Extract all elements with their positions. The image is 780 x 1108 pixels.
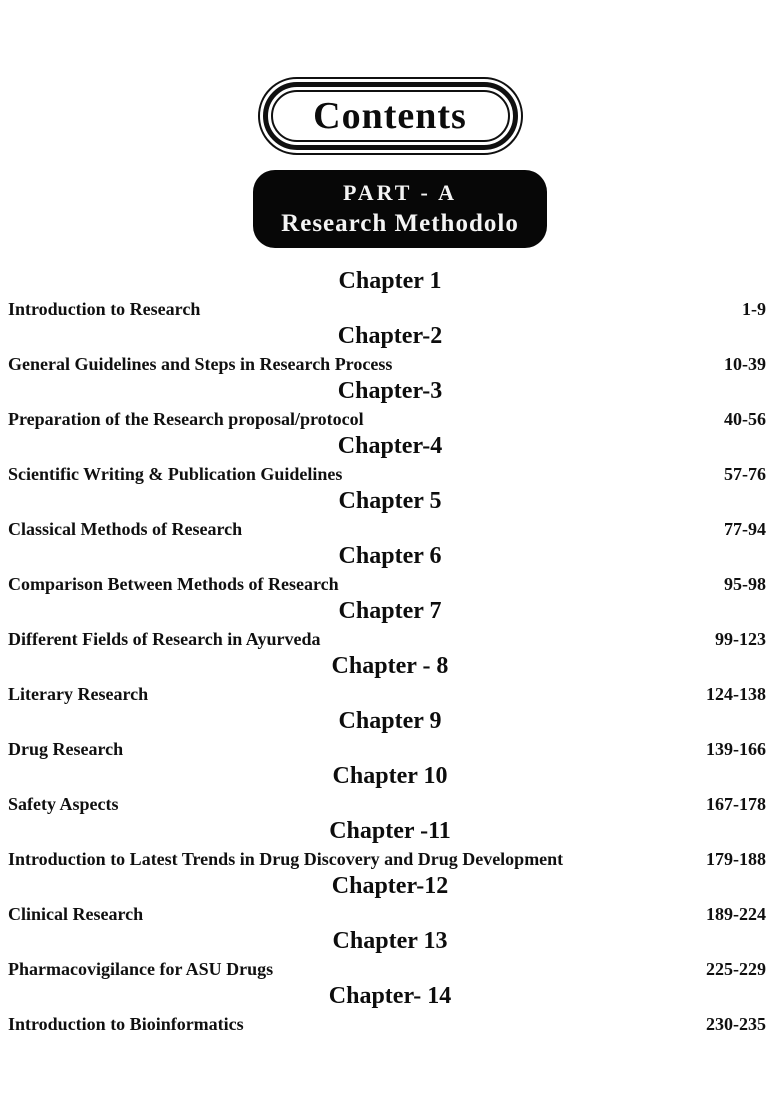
- chapter-row: [0, 460, 780, 488]
- chapter-row: [0, 680, 780, 708]
- chapter-block: [0, 983, 780, 1038]
- chapter-pages: 99-123: [715, 629, 766, 649]
- chapter-pages: 95-98: [724, 574, 766, 594]
- chapter-heading: Chapter 5: [338, 488, 442, 514]
- chapter-pages: 40-56: [724, 409, 766, 429]
- chapter-title: Different Fields of Research in Ayurveda: [8, 629, 321, 649]
- chapter-heading: Chapter 7: [338, 598, 442, 624]
- chapter-row: [0, 900, 780, 928]
- chapter-title: Preparation of the Research proposal/protocol: [8, 409, 364, 429]
- chapter-block: [0, 873, 780, 928]
- chapter-pages: 179-188: [706, 849, 766, 869]
- chapter-block: [0, 708, 780, 763]
- chapter-title: Literary Research: [8, 684, 149, 704]
- chapter-heading: Chapter -11: [329, 818, 451, 844]
- chapter-heading: Chapter 13: [332, 928, 448, 954]
- chapter-row: [0, 570, 780, 598]
- chapter-heading: Chapter-12: [331, 873, 449, 899]
- chapter-block: [0, 653, 780, 708]
- chapter-pages: 57-76: [724, 464, 766, 484]
- chapter-row: [0, 735, 780, 763]
- chapter-block: [0, 323, 780, 378]
- chapter-row: [0, 405, 780, 433]
- chapter-block: [0, 598, 780, 653]
- chapter-title: Introduction to Bioinformatics: [8, 1014, 244, 1034]
- chapter-title: General Guidelines and Steps in Research Process: [8, 354, 393, 374]
- chapter-pages: 189-224: [706, 904, 766, 924]
- chapter-heading: Chapter-2: [337, 323, 443, 349]
- chapter-block: [0, 378, 780, 433]
- chapter-row: [0, 295, 780, 323]
- contents-title-box-middle-border: [263, 82, 518, 150]
- chapter-pages: 124-138: [706, 684, 766, 704]
- chapter-title: Drug Research: [8, 739, 124, 759]
- chapter-row: [0, 515, 780, 543]
- chapter-row: [0, 1010, 780, 1038]
- chapter-title: Classical Methods of Research: [8, 519, 243, 539]
- chapter-title: Safety Aspects: [8, 794, 119, 814]
- toc-list: [0, 268, 780, 1038]
- chapter-title: Clinical Research: [8, 904, 144, 924]
- part-banner-label: PART - A: [342, 180, 458, 205]
- contents-title-box: [258, 77, 523, 155]
- chapter-pages: 139-166: [706, 739, 766, 759]
- chapter-pages: 225-229: [706, 959, 766, 979]
- chapter-heading: Chapter-3: [337, 378, 443, 404]
- chapter-row: [0, 955, 780, 983]
- contents-title-box-inner-border: [271, 90, 510, 142]
- chapter-row: [0, 625, 780, 653]
- chapter-block: [0, 928, 780, 983]
- chapter-title: Scientific Writing & Publication Guidelines: [8, 464, 343, 484]
- chapter-title: Comparison Between Methods of Research: [8, 574, 339, 594]
- chapter-block: [0, 543, 780, 598]
- chapter-row: [0, 790, 780, 818]
- chapter-heading: Chapter 6: [338, 543, 442, 569]
- chapter-block: [0, 268, 780, 323]
- chapter-block: [0, 488, 780, 543]
- chapter-row: [0, 845, 780, 873]
- chapter-pages: 230-235: [706, 1014, 766, 1034]
- chapter-block: [0, 818, 780, 873]
- chapter-heading: Chapter - 8: [331, 653, 449, 679]
- chapter-pages: 1-9: [742, 299, 766, 319]
- chapter-heading: Chapter 9: [338, 708, 442, 734]
- chapter-heading: Chapter- 14: [328, 983, 452, 1009]
- chapter-pages: 77-94: [724, 519, 766, 539]
- chapter-row: [0, 350, 780, 378]
- part-banner-subtitle: Research Methodolo: [281, 210, 519, 237]
- chapter-title: Pharmacovigilance for ASU Drugs: [8, 959, 274, 979]
- part-banner: [253, 170, 547, 248]
- chapter-title: Introduction to Research: [8, 299, 201, 319]
- chapter-pages: 167-178: [706, 794, 766, 814]
- chapter-block: [0, 433, 780, 488]
- chapter-heading: Chapter-4: [337, 433, 443, 459]
- chapter-pages: 10-39: [724, 354, 766, 374]
- page-title: Contents: [313, 95, 467, 137]
- chapter-title: Introduction to Latest Trends in Drug Discovery and Drug Development: [8, 849, 564, 869]
- chapter-heading: Chapter 10: [332, 763, 448, 789]
- chapter-block: [0, 763, 780, 818]
- chapter-heading: Chapter 1: [338, 268, 442, 294]
